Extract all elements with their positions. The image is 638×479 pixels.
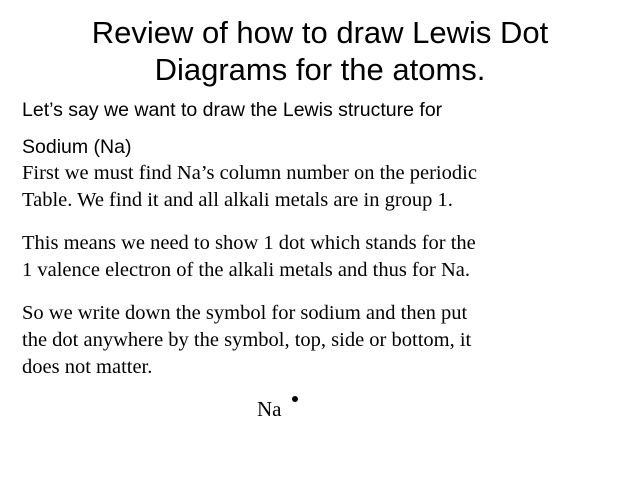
paragraph-3-line-3: does not matter.	[22, 356, 153, 378]
paragraph-3-line-2: the dot anywhere by the symbol, top, side or bottom, it	[22, 329, 472, 351]
paragraph-2-line-1: This means we need to show 1 dot which stands for the	[22, 232, 476, 254]
title-line-1: Review of how to draw Lewis Dot	[91, 15, 549, 50]
valence-electron-dot	[292, 396, 298, 402]
intro-line-1: Let’s say we want to draw the Lewis structure for	[22, 99, 443, 121]
paragraph-valence-electron	[22, 230, 632, 284]
sodium-symbol: Na	[257, 397, 282, 421]
paragraph-3-line-1: So we write down the symbol for sodium and then put	[22, 302, 468, 324]
title-line-2: Diagrams for the atoms.	[154, 52, 486, 87]
paragraph-1-line-2: Table. We find it and all alkali metals are in group 1.	[22, 189, 453, 211]
paragraph-2-line-2: 1 valence electron of the alkali metals and thus for Na.	[22, 259, 470, 281]
slide-title	[40, 14, 600, 88]
intro-line-2: Sodium (Na)	[22, 136, 132, 158]
paragraph-periodic-table	[22, 160, 632, 214]
paragraph-write-symbol	[22, 300, 632, 381]
intro-text	[22, 92, 632, 166]
paragraph-1-line-1: First we must find Na’s column number on the periodic	[22, 162, 477, 184]
